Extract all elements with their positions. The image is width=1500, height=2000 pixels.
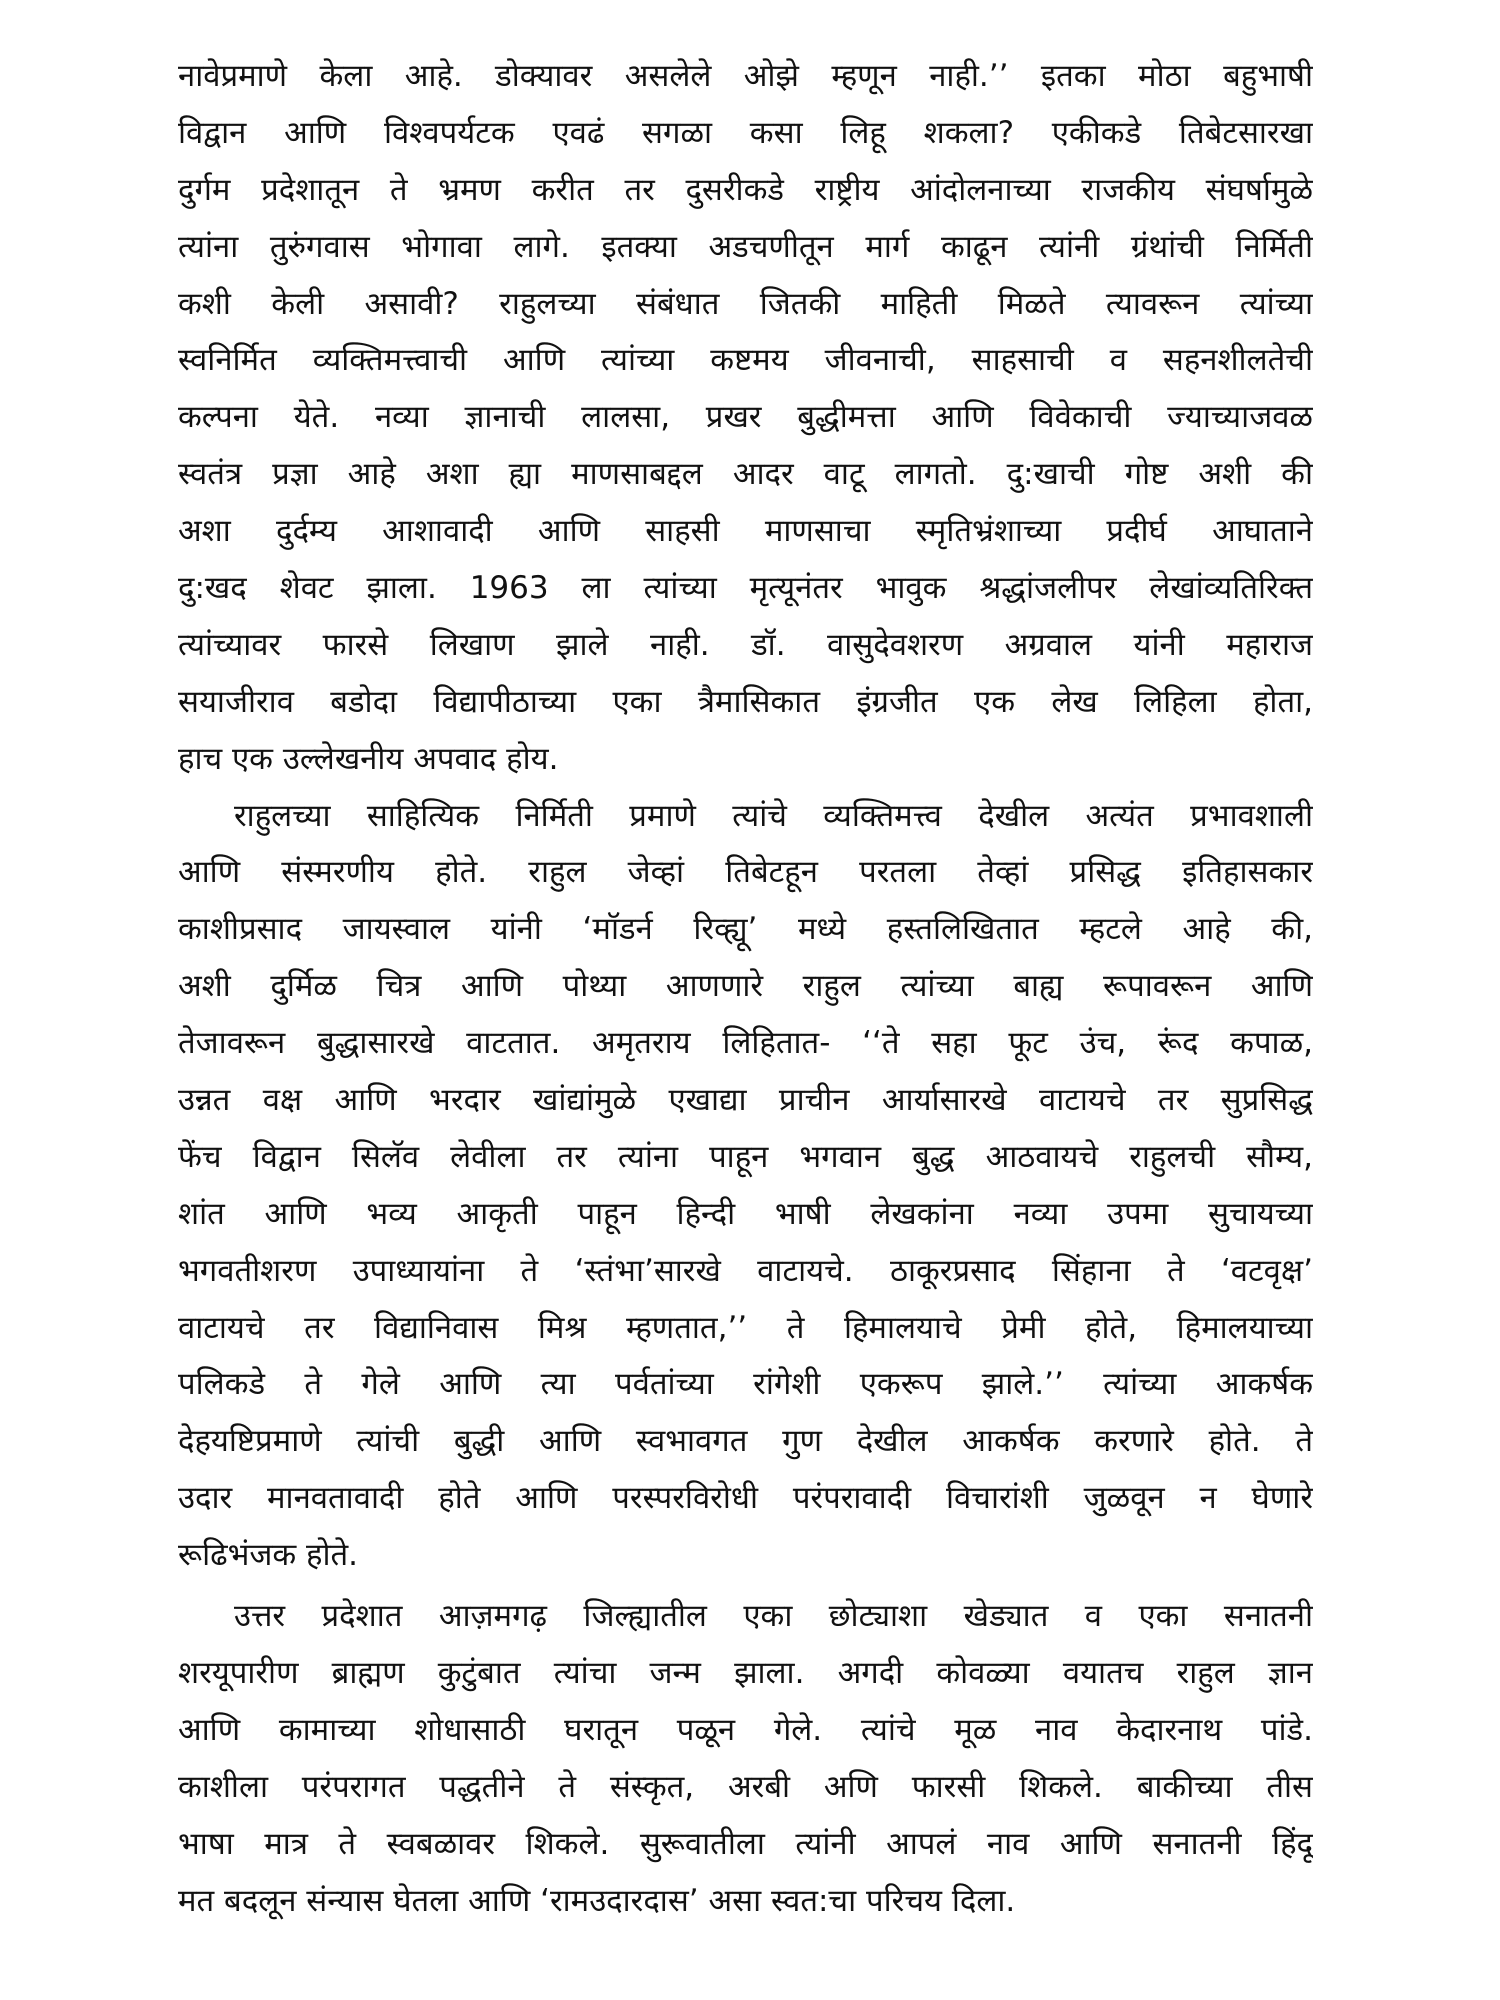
text-line: आणि संस्मरणीय होते. राहुल जेव्हां तिबेटहून परतला तेव्हां प्रसिद्ध इतिहासकार xyxy=(178,854,1313,891)
text-line: नावेप्रमाणे केला आहे. डोक्यावर असलेले ओझे म्हणून नाही.’’ इतका मोठा बहुभाषी xyxy=(178,58,1313,94)
text-line: फेंच विद्वान सिलॅव लेवीला तर त्यांना पाहून भगवान बुद्ध आठवायचे राहुलची सौम्य, xyxy=(178,1138,1313,1175)
text-line: आणि कामाच्या शोधासाठी घरातून पळून गेले. त्यांचे मूळ नाव केदारनाथ पांडे. xyxy=(178,1711,1313,1748)
text-line: सयाजीराव बडोदा विद्यापीठाच्या एका त्रैमासिकात इंग्रजीत एक लेख लिहिला होता, xyxy=(178,683,1313,720)
text-line: भाषा मात्र ते स्वबळावर शिकले. सुरूवातीला त्यांनी आपलं नाव आणि सनातनी हिंदू xyxy=(178,1825,1313,1862)
paragraph-1 xyxy=(178,48,1313,788)
text-line: पलिकडे ते गेले आणि त्या पर्वतांच्या रांगेशी एकरूप झाले.’’ त्यांच्या आकर्षक xyxy=(178,1366,1313,1403)
text-line: काशीप्रसाद जायस्वाल यांनी ‘मॉडर्न रिव्ह्यू’ मध्ये हस्तलिखितात म्हटले आहे की, xyxy=(178,911,1313,948)
text-line: हाच एक उल्लेखनीय अपवाद होय. xyxy=(178,740,559,777)
text-line: कशी केली असावी? राहुलच्या संबंधात जितकी माहिती मिळते त्यावरून त्यांच्या xyxy=(178,285,1313,322)
text-line: अशा दुर्दम्य आशावादी आणि साहसी माणसाचा स्मृतिभ्रंशाच्या प्रदीर्घ आघाताने xyxy=(178,513,1313,550)
text-line: कल्पना येते. नव्या ज्ञानाची लालसा, प्रखर बुद्धीमत्ता आणि विवेकाची ज्याच्याजवळ xyxy=(178,399,1313,436)
text-line: उत्तर प्रदेशात आज़मगढ़ जिल्ह्यातील एका छोट्याशा खेड्यात व एका सनातनी xyxy=(234,1598,1313,1635)
text-line: तेजावरून बुद्धासारखे वाटतात. अमृतराय लिहितात- ‘‘ते सहा फूट उंच, रूंद कपाळ, xyxy=(178,1025,1313,1062)
text-line: देहयष्टिप्रमाणे त्यांची बुद्धी आणि स्वभावगत गुण देखील आकर्षक करणारे होते. ते xyxy=(178,1423,1313,1460)
text-line: त्यांच्यावर फारसे लिखाण झाले नाही. डॉ. वासुदेवशरण अग्रवाल यांनी महाराज xyxy=(178,626,1313,663)
text-line: वाटायचे तर विद्यानिवास मिश्र म्हणतात,’’ ते हिमालयाचे प्रेमी होते, हिमालयाच्या xyxy=(178,1309,1313,1346)
text-line: दुर्गम प्रदेशातून ते भ्रमण करीत तर दुसरीकडे राष्ट्रीय आंदोलनाच्या राजकीय संघर्षामुळे xyxy=(178,171,1313,208)
text-line: स्वनिर्मित व्यक्तिमत्त्वाची आणि त्यांच्या कष्टमय जीवनाची, साहसाची व सहनशीलतेची xyxy=(178,342,1313,379)
text-line: राहुलच्या साहित्यिक निर्मिती प्रमाणे त्यांचे व्यक्तिमत्त्व देखील अत्यंत प्रभावशाली xyxy=(234,797,1313,834)
paragraph-3 xyxy=(178,1588,1313,1929)
text-line: उन्नत वक्ष आणि भरदार खांद्यांमुळे एखाद्या प्राचीन आर्यासारखे वाटायचे तर सुप्रसिद्ध xyxy=(178,1082,1313,1119)
text-line: स्वतंत्र प्रज्ञा आहे अशा ह्या माणसाबद्दल आदर वाटू लागतो. दु:खाची गोष्ट अशी की xyxy=(178,456,1313,493)
text-line: काशीला परंपरागत पद्धतीने ते संस्कृत, अरबी अणि फारसी शिकले. बाकीच्या तीस xyxy=(178,1768,1313,1805)
text-line: अशी दुर्मिळ चित्र आणि पोथ्या आणणारे राहुल त्यांच्या बाह्य रूपावरून आणि xyxy=(178,968,1313,1005)
document-page xyxy=(178,48,1313,1929)
text-line: शांत आणि भव्य आकृती पाहून हिन्दी भाषी लेखकांना नव्या उपमा सुचायच्या xyxy=(178,1195,1313,1232)
text-line: त्यांना तुरुंगवास भोगावा लागे. इतक्या अडचणीतून मार्ग काढून त्यांनी ग्रंथांची निर्मिती xyxy=(178,228,1313,265)
text-line: रूढिभंजक होते. xyxy=(178,1537,359,1574)
text-line: विद्वान आणि विश्वपर्यटक एवढं सगळा कसा लिहू शकला? एकीकडे तिबेटसारखा xyxy=(178,114,1313,151)
paragraph-2 xyxy=(178,788,1313,1584)
text-line: शरयूपारीण ब्राह्मण कुटुंबात त्यांचा जन्म झाला. अगदी कोवळ्या वयातच राहुल ज्ञान xyxy=(178,1654,1313,1691)
text-line: मत बदलून संन्यास घेतला आणि ‘रामउदारदास’ असा स्वत:चा परिचय दिला. xyxy=(178,1882,1016,1919)
text-line: उदार मानवतावादी होते आणि परस्परविरोधी परंपरावादी विचारांशी जुळवून न घेणारे xyxy=(178,1480,1313,1517)
text-line: भगवतीशरण उपाध्यायांना ते ‘स्तंभा’सारखे वाटायचे. ठाकूरप्रसाद सिंहाना ते ‘वटवृक्ष’ xyxy=(178,1252,1313,1289)
text-line: दु:खद शेवट झाला. 1963 ला त्यांच्या मृत्यूनंतर भावुक श्रद्धांजलीपर लेखांव्यतिरिक्त xyxy=(178,570,1313,607)
